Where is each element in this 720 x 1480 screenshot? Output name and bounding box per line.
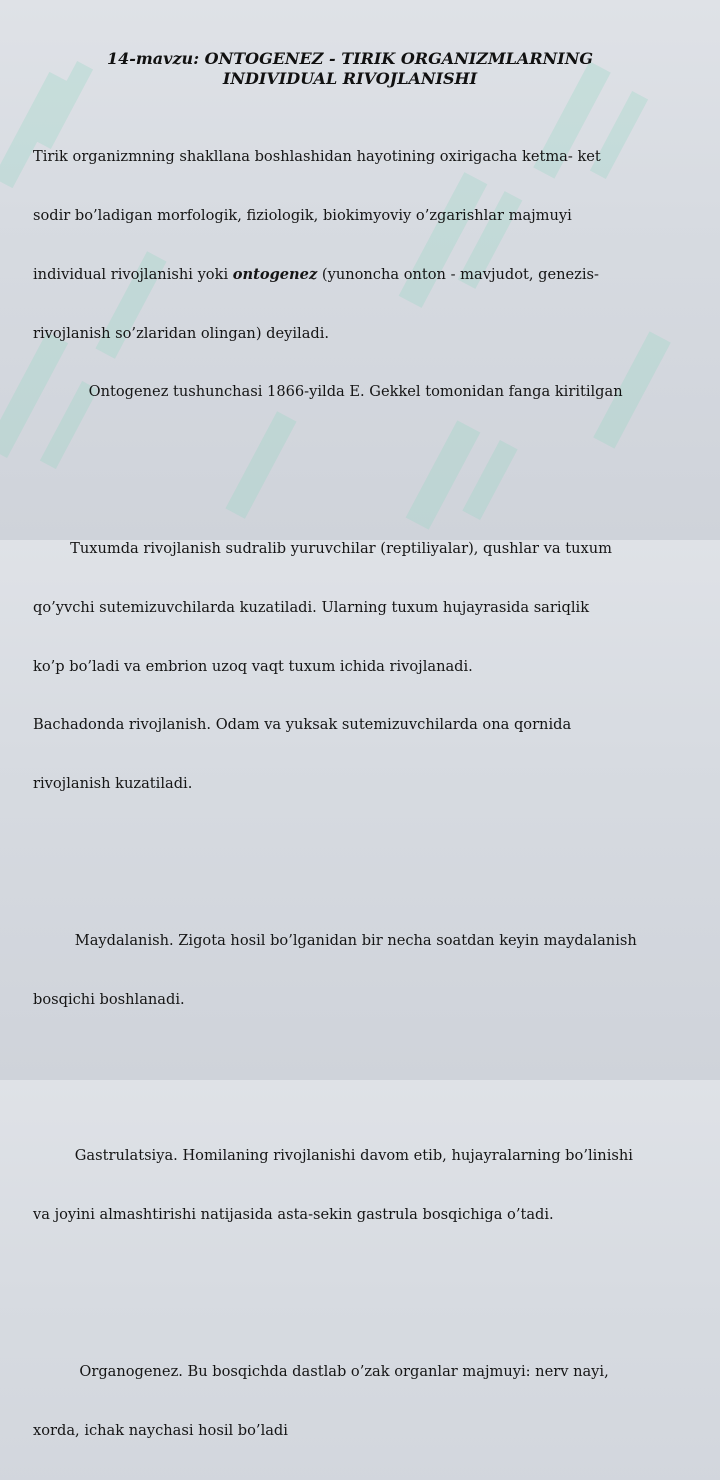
paragraph-3-line-2: bosqichi boshlanadi.: [33, 990, 185, 1008]
paragraph-5-line-1: Organogenez. Bu bosqichda dastlab o’zak organlar majmuyi: nerv nayi,: [33, 1363, 609, 1380]
paragraph-1-line-3-end: (yunoncha onton - mavjudot, genezis-: [317, 265, 599, 283]
slide-title-line-1: 14-mavzu: ONTOGENEZ - TIRIK ORGANIZMLARNING: [106, 49, 594, 68]
paragraph-1-line-3-start: individual rivojlanishi yoki: [33, 265, 233, 283]
slide-title-line-2: INDIVIDUAL RIVOJLANISHI: [222, 69, 478, 88]
paragraph-1-line-3: [33, 265, 693, 285]
paragraph-3-line-1: Maydalanish. Zigota hosil bo’lganidan bir necha soatdan keyin maydalanish: [33, 931, 637, 949]
paragraph-4-line-2: va joyini almashtirishi natijasida asta-sekin gastrula bosqichiga o’tadi.: [33, 1206, 554, 1224]
spacer: [33, 1284, 693, 1304]
term-ontogenez: ontogenez: [232, 265, 318, 283]
paragraph-1-line-4: rivojlanish so’zlaridan olingan) deyiladi.: [33, 324, 330, 342]
paragraph-4-line-1: Gastrulatsiya. Homilaning rivojlanishi davom etib, hujayralarning bo’linishi: [33, 1147, 633, 1165]
paragraph-2-line-3: ko’p bo’ladi va embrion uzoq vaqt tuxum ichida rivojlanadi.: [33, 657, 473, 675]
paragraph-2-line-1: Tuxumda rivojlanish sudralib yuruvchilar (reptiliyalar), qushlar va tuxum: [33, 540, 612, 558]
paragraph-2-line-2: qo’yvchi sutemizuvchilarda kuzatiladi. Ularning tuxum hujayrasida sariqlik: [33, 598, 590, 616]
spacer: [33, 461, 693, 481]
paragraph-1-line-1: Tirik organizmning shakllana boshlashidan hayotining oxirigacha ketma- ket: [33, 148, 601, 166]
paragraph-2-line-4: Bachadonda rivojlanish. Odam va yuksak sutemizuvchilarda ona qornida: [33, 716, 572, 734]
paragraph-1-line-5: Ontogenez tushunchasi 1866-yilda E. Gekkel tomonidan fanga kiritilgan: [33, 383, 623, 401]
spacer: [33, 1068, 693, 1088]
slide-body: [33, 108, 693, 1480]
paragraph-2-line-5: rivojlanish kuzatiladi.: [33, 775, 193, 793]
spacer: [33, 853, 693, 873]
paragraph-5-line-2: xorda, ichak naychasi hosil bo’ladi: [33, 1421, 288, 1439]
paragraph-1-line-2: sodir bo’ladigan morfologik, fiziologik, biokimyoviy o’zgarishlar majmuyi: [33, 206, 572, 224]
